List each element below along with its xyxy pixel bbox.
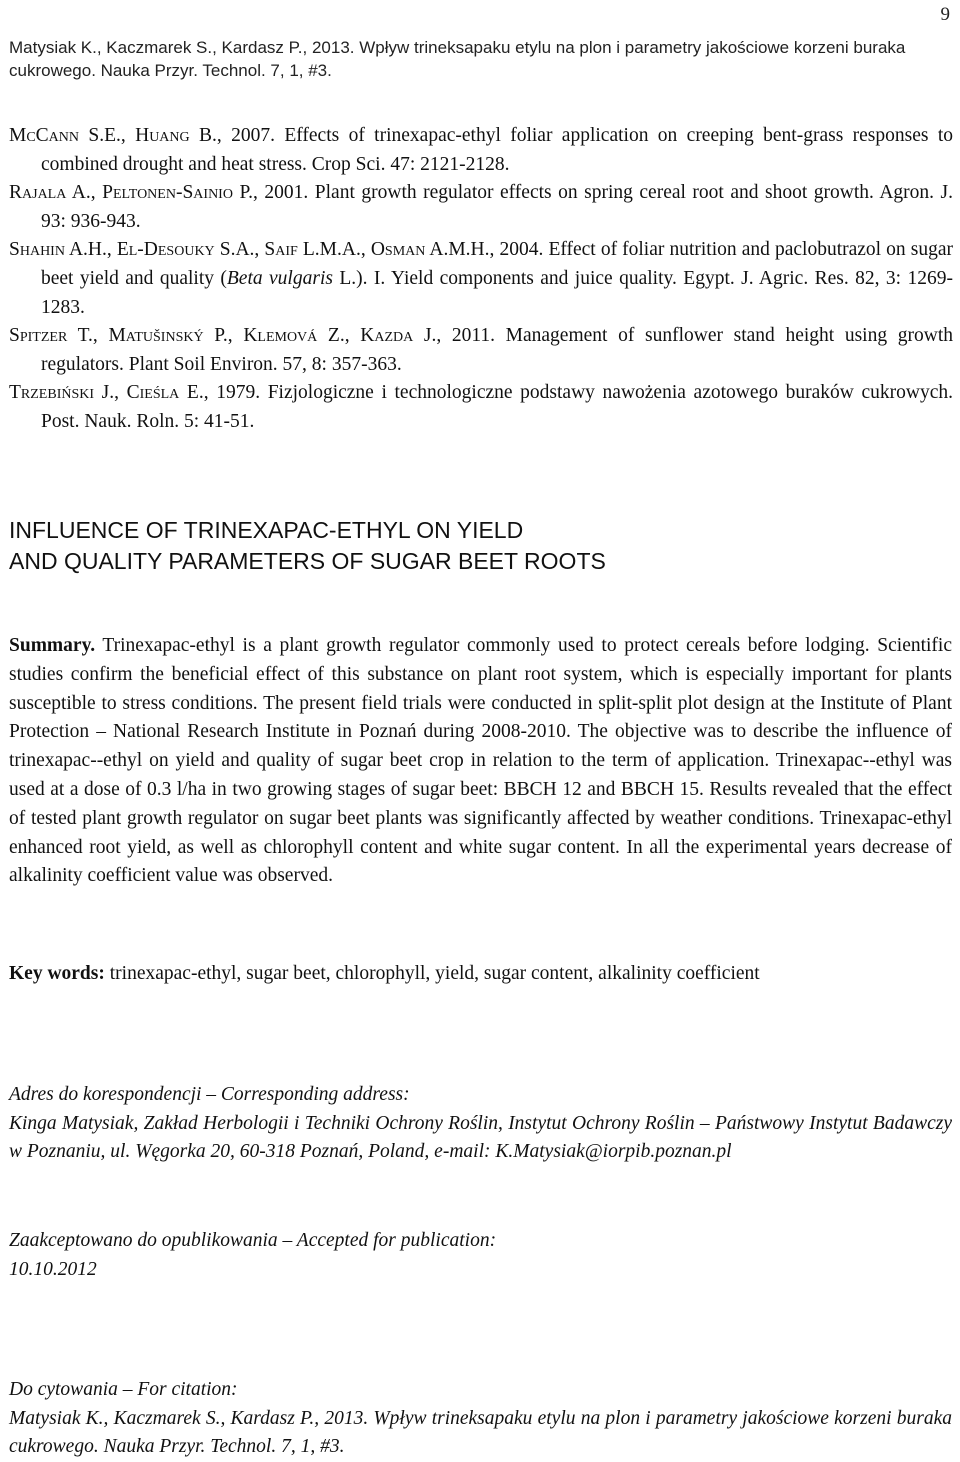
title-line: INFLUENCE OF TRINEXAPAC-ETHYL ON YIELD (9, 517, 524, 543)
keywords-text: trinexapac-ethyl, sugar beet, chlorophyll, yield, sugar content, alkalinity coefficient (104, 963, 760, 984)
summary-label: Summary. (9, 635, 96, 656)
reference-details: , 1979. Fizjologiczne i technologiczne podstawy nawożenia azotowego buraków cukrowych. Post. Nauk. Roln. 5: 41-51. (41, 382, 953, 432)
reference-details-end: L.). I. Yield components and juice quality. Egypt. J. Agric. Res. 82, 3: 1269-1283. (41, 267, 953, 318)
reference-authors: Trzebiński J., Cieśla E. (9, 382, 204, 404)
citation-text: Matysiak K., Kaczmarek S., Kardasz P., 2013. Wpływ trineksapaku etylu na plon i parametry jakościowe korzeni buraka cukrowego. Nauka Przyr. Technol. 7, 1, #3. (9, 1407, 952, 1458)
summary-paragraph (9, 632, 952, 891)
reference-item (9, 179, 953, 236)
references-list (9, 122, 953, 437)
page-number: 9 (940, 4, 950, 25)
keywords-line (9, 960, 952, 988)
citation-block (9, 1376, 952, 1462)
address-heading: Adres do korespondencji – Corresponding address: (9, 1084, 410, 1105)
accepted-date: 10.10.2012 (9, 1258, 97, 1280)
correspondence-address (9, 1081, 952, 1167)
summary-text: Trinexapac-ethyl is a plant growth regulator commonly used to protect cereals before lodging. Scientific studies confirm the beneficial effect of this substance on plant root system, which is especially important for plants susceptible to stress conditions. The present field trials were conducted in split-split plot design at the Institute of Plant Protection – National Research Institute in Poznań during 2008-2010. The objective was to describe the influence of trinexapac--ethyl on yield and quality of sugar beet crop in relation to the term of application. Trinexapac--ethyl was used at a dose of 0.3 l/ha in two growing stages of sugar beet: BBCH 12 and BBCH 15. Results revealed that the effect of tested plant growth regulator on sugar beet plants was significantly affected by weather conditions. Trinexapac-ethyl enhanced root yield, as well as chlorophyll content and white sugar content. In all the experimental years decrease of alkalinity coefficient value was observed. (9, 635, 952, 887)
reference-authors: Rajala A., Peltonen-Sainio P. (9, 182, 254, 204)
english-title (9, 515, 953, 577)
running-head: Matysiak K., Kaczmarek S., Kardasz P., 2013. Wpływ trineksapaku etylu na plon i parametry jakościowe korzeni buraka cukrowego. Nauka Przyr. Technol. 7, 1, #3. (9, 38, 906, 80)
citation-heading: Do cytowania – For citation: (9, 1379, 238, 1400)
reference-details: , 2001. Plant growth regulator effects on spring cereal root and shoot growth. Agron. J. 93: 936-943. (41, 182, 953, 232)
reference-item (9, 236, 953, 322)
reference-details: , 2004. Effect of foliar nutrition and paclobutrazol on sugar beet yield and quality ( (41, 239, 954, 289)
accepted-heading: Zaakceptowano do opublikowania – Accepted for publication: (9, 1230, 497, 1251)
reference-details: , 2007. Effects of trinexapac-ethyl foliar application on creeping bent-grass responses to combined drought and heat stress. Crop Sci. 47: 2121-2128. (41, 125, 953, 175)
reference-authors: McCann S.E., Huang B. (9, 125, 217, 146)
title-line: AND QUALITY PARAMETERS OF SUGAR BEET ROOTS (9, 548, 606, 574)
reference-details: , 2011. Management of sunflower stand height using growth regulators. Plant Soil Environ. 57, 8: 357-363. (41, 325, 953, 375)
keywords-label: Key words: (9, 963, 105, 984)
reference-authors: Spitzer T., Matušinský P., Klemová Z., Kazda J. (9, 325, 437, 347)
reference-item (9, 379, 953, 436)
species-name: Beta vulgaris (226, 267, 333, 289)
reference-authors: Shahin A.H., El-Desouky S.A., Saif L.M.A., Osman A.M.H. (9, 239, 490, 261)
reference-item (9, 122, 953, 179)
address-text: Kinga Matysiak, Zakład Herbologii i Techniki Ochrony Roślin, Instytut Ochrony Roślin – Państwowy Instytut Badawczy w Poznaniu, ul. Węgorka 20, 60-318 Poznań, Poland, e-mail: K.Matysiak@iorpib.poznan.pl (9, 1112, 952, 1163)
acceptance-note (9, 1227, 952, 1284)
reference-item (9, 322, 953, 379)
